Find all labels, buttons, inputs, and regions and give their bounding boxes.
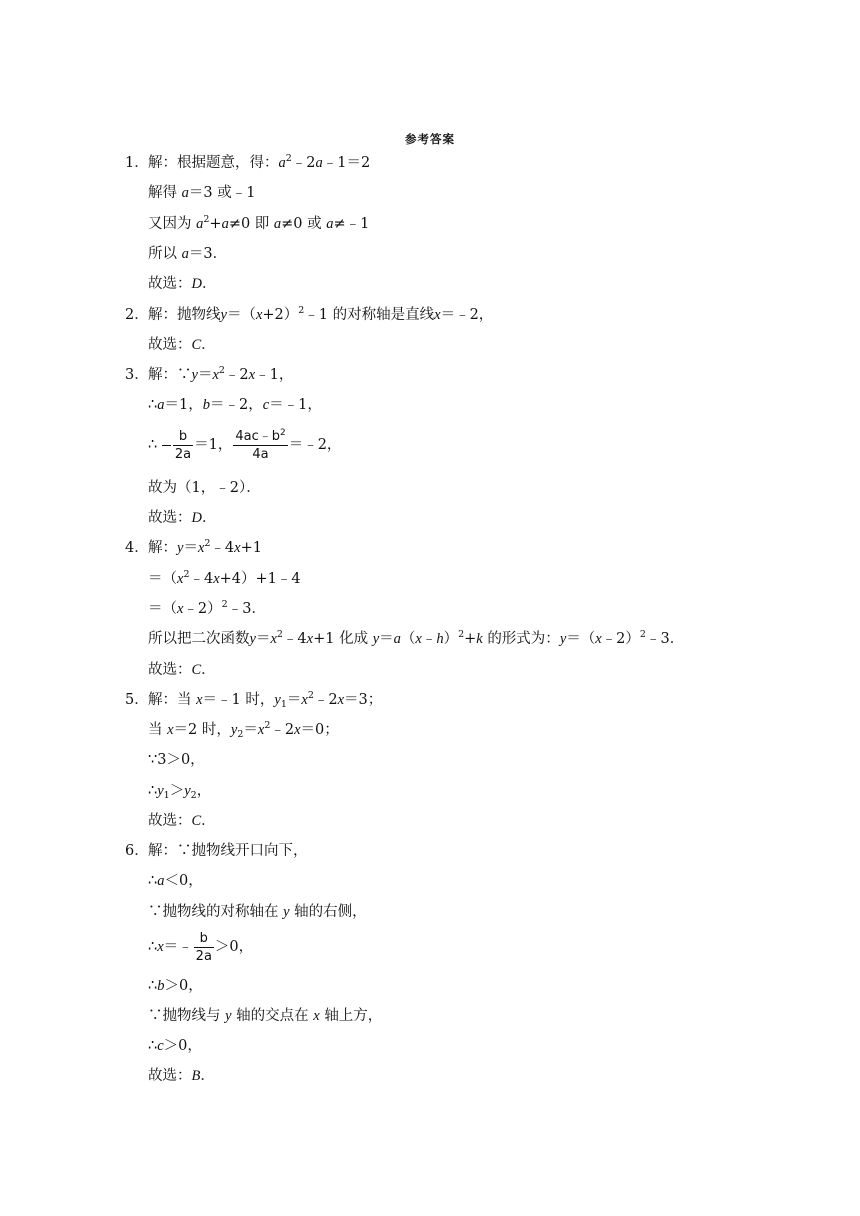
q6-line-3: ∵抛物线的对称轴在 y 轴的右侧， [148,904,367,920]
q4-text: 解： [148,540,177,556]
q6-text: ∴ [148,939,158,955]
q2-line-2: 故选：C． [148,337,216,353]
q6-text: 轴的交点在 [236,1008,309,1024]
q6-text: ∵抛物线的对称轴在 [148,904,279,920]
q5-text: 当 [148,722,163,738]
q5-line-4: $\therefore y_1>y_2$， [148,783,212,801]
q6-line-7: ∴c＞0， [148,1038,202,1054]
q5-text: ∴ [148,783,158,799]
q6-line-1 [125,840,308,862]
q1-number: 1． [125,155,149,171]
q3-line-3: ∴ $\frac{b}{2a}$ ＝1， $\frac{4ac﹣b^2}{4a}$ ＝﹣2， [148,427,342,462]
q3-number: 3． [125,367,149,383]
q3-text: 故为（1，﹣2）． [148,480,261,496]
q6-text: 轴上方， [324,1008,383,1024]
q3-line-1: 3．解：$\because y=x^2﹣2x﹣1$， [125,364,293,386]
q3-text: 解：∵ [148,367,192,383]
q2-text: 的对称轴是直线 [332,307,435,323]
q6-line-5: ∴b＞0， [148,978,203,994]
q5-text: 时， [245,692,275,708]
q4-number: 4． [125,540,149,556]
q2-line-1: 2．解：抛物线$y=(x+2)^2﹣1$ 的对称轴是直线x＝﹣2， [125,304,493,326]
q1-line-1: 1．解：根据题意，得：$a^2﹣2a﹣1=2$ [125,152,370,174]
q1-text: 又因为 [148,216,197,232]
q4-line-3: ＝（x﹣2）$^2$﹣3． [148,599,266,617]
q4-text: 化成 [339,631,369,647]
q4-text: 的形式为： [487,631,560,647]
q1-line-3: 又因为 $a^2+a\ne 0$ 即 a≠0 或 a≠﹣1 [148,214,370,232]
q5-line-2: 当 x＝2 时，$y_2=x^2﹣2x=0$； [148,720,339,740]
q4-line-1: 4．解：$y=x^2﹣4x+1$ [125,537,262,559]
fraction: $\frac{b}{2a}$ [195,930,212,964]
q6-line-6: ∵抛物线与 y 轴的交点在 x 轴上方， [148,1008,383,1024]
q3-text: ∴ [148,437,158,453]
q5-text: 故选： [148,813,192,829]
q1-line-2: 解得 a＝3 或﹣1 [148,185,256,201]
q4-text: 所以把二次函数 [148,631,250,647]
q6-text: ∴ [148,1038,158,1054]
q1-text: 解得 [148,185,182,201]
q6-line-2: ∴a＜0， [148,873,203,889]
q3-text: 故选： [148,510,192,526]
q6-text: ∴ [148,978,158,994]
q2-number: 2． [125,307,149,323]
q5-line-3 [148,749,205,771]
q3-text: ∴ [148,397,158,413]
q1-text: 解：根据题意，得： [148,155,279,171]
q6-text: 轴的右侧， [294,904,367,920]
q4-line-5: 故选：C． [148,662,216,678]
q1-line-4: 所以 a＝3． [148,246,228,262]
fraction: $\frac{b}{2a}$ [174,428,192,462]
q5-text: 时， [201,722,231,738]
q4-text: 故选： [148,662,192,678]
q1-text: 所以 [148,246,182,262]
q2-text: 解：抛物线 [148,307,221,323]
q6-text: 故选： [148,1068,192,1084]
q5-number: 5． [125,692,149,708]
q3-line-5: 故选：D． [148,510,217,526]
q1-text: 故选： [148,276,192,292]
q5-line-5: 故选：C． [148,813,216,829]
q1-line-5: 故选：D． [148,276,217,292]
q5-text: 解：当 [148,692,192,708]
q6-text: 解：∵抛物线开口向下， [148,843,308,859]
q4-line-2: $=(x^2﹣4x+4)+1﹣4$ [148,569,301,587]
q3-line-2: ∴a＝1，b＝﹣2，c＝﹣1， [148,397,322,413]
q4-line-4: 所以把二次函数$y=x^2﹣4x+1$ 化成 y＝a（x﹣h）$^2$+k 的形式为：y＝（x﹣2）$^2$﹣3． [148,629,685,647]
fraction: $\frac{4ac﹣b^2}{4a}$ [235,427,286,462]
q2-text: 故选： [148,337,192,353]
q5-text: ∵3＞0， [148,752,205,768]
q6-line-4: ∴x＝﹣ $\frac{b}{2a}$ ＞0， [148,930,254,964]
page-title: 参考答案 [405,132,455,146]
q5-line-1: 5．解：当 x＝﹣1 时，$y_1=x^2﹣2x=3$； [125,690,383,710]
q6-text: ∴ [148,873,158,889]
q6-text: ∵抛物线与 [148,1008,221,1024]
q6-number: 6． [125,843,149,859]
q6-line-8: 故选：B． [148,1068,215,1084]
q3-line-4 [148,477,261,499]
